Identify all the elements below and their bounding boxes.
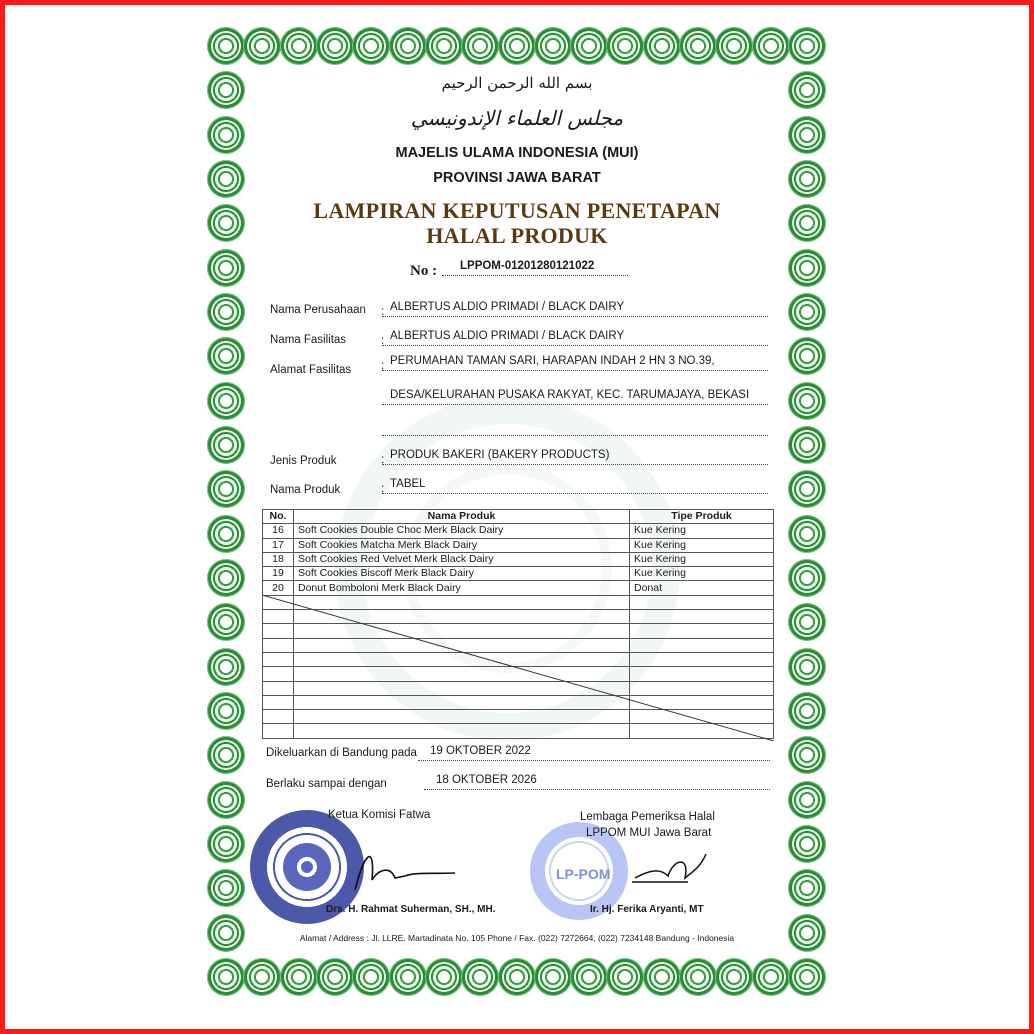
border-medallion-icon <box>207 736 245 774</box>
row-product-type: Kue Kering <box>630 552 774 566</box>
company-value-line <box>382 299 768 317</box>
colon: : <box>381 306 385 318</box>
basmala: بسم الله الرحمن الرحيم <box>441 74 593 92</box>
border-medallion-icon <box>788 515 826 553</box>
border-medallion-icon <box>316 27 354 65</box>
border-medallion-icon <box>643 958 681 996</box>
border-medallion-icon <box>316 958 354 996</box>
border-medallion-icon <box>679 958 717 996</box>
border-medallion-icon <box>352 27 390 65</box>
border-medallion-icon <box>643 27 681 65</box>
border-medallion-icon <box>207 337 245 375</box>
row-product-name: Soft Cookies Red Velvet Merk Black Dairy <box>294 552 630 566</box>
product-type-label: Jenis Produk <box>270 455 337 467</box>
border-medallion-icon <box>498 958 536 996</box>
border-medallion-icon <box>207 515 245 553</box>
border-medallion-icon <box>207 648 245 686</box>
column-header-no: No. <box>263 510 294 524</box>
mui-seal-emblem <box>283 843 331 891</box>
row-no: 19 <box>263 567 294 581</box>
border-medallion-icon <box>280 27 318 65</box>
row-product-type: Donat <box>630 581 774 595</box>
border-medallion-icon <box>788 382 826 420</box>
border-medallion-icon <box>207 293 245 331</box>
product-type-line <box>382 447 768 465</box>
product-name-value: TABEL <box>390 478 426 490</box>
border-medallion-icon <box>207 825 245 863</box>
table-row <box>263 552 774 566</box>
border-medallion-icon <box>788 692 826 730</box>
border-medallion-icon <box>715 27 753 65</box>
border-medallion-icon <box>788 470 826 508</box>
border-medallion-icon <box>243 958 281 996</box>
facility-value: ALBERTUS ALDIO PRIMADI / BLACK DAIRY <box>390 330 625 342</box>
facility-label: Nama Fasilitas <box>270 334 347 346</box>
border-medallion-icon <box>788 559 826 597</box>
border-medallion-icon <box>207 692 245 730</box>
diagonal-line <box>262 595 774 741</box>
border-medallion-icon <box>752 27 790 65</box>
row-product-type: Kue Kering <box>630 524 774 538</box>
row-product-name: Soft Cookies Matcha Merk Black Dairy <box>294 538 630 552</box>
table-row <box>263 581 774 595</box>
border-medallion-icon <box>389 27 427 65</box>
border-medallion-icon <box>788 958 826 996</box>
border-medallion-icon <box>570 958 608 996</box>
address-line2 <box>382 387 768 405</box>
border-medallion-icon <box>534 958 572 996</box>
row-no: 17 <box>263 538 294 552</box>
column-header-name: Nama Produk <box>294 510 630 524</box>
right-signature <box>630 848 710 900</box>
left-signer-name: Drs. H. Rahmat Suherman, SH., MH. <box>326 904 496 915</box>
row-no: 16 <box>263 524 294 538</box>
border-medallion-icon <box>207 27 245 65</box>
signature-stroke <box>355 857 455 890</box>
table-header-row <box>263 510 774 524</box>
border-medallion-icon <box>788 736 826 774</box>
border-medallion-icon <box>788 781 826 819</box>
column-header-type: Tipe Produk <box>630 510 774 524</box>
address-value-line2: DESA/KELURAHAN PUSAKA RAKYAT, KEC. TARUMAJAYA, BEKASI <box>390 389 750 401</box>
row-product-name: Soft Cookies Double Choc Merk Black Dairy <box>294 524 630 538</box>
org-province: PROVINSI JAWA BARAT <box>433 170 601 186</box>
row-product-name: Donut Bomboloni Merk Black Dairy <box>294 581 630 595</box>
border-medallion-icon <box>243 27 281 65</box>
row-product-type: Kue Kering <box>630 567 774 581</box>
border-medallion-icon <box>280 958 318 996</box>
document-title-line1: LAMPIRAN KEPUTUSAN PENETAPAN <box>313 198 721 223</box>
border-medallion-icon <box>207 869 245 907</box>
border-medallion-icon <box>788 825 826 863</box>
colon: : <box>381 360 385 372</box>
border-medallion-icon <box>352 958 390 996</box>
colon: : <box>381 335 385 347</box>
org-name: MAJELIS ULAMA INDONESIA (MUI) <box>395 145 639 161</box>
row-product-type: Kue Kering <box>630 538 774 552</box>
product-name-label: Nama Produk <box>270 484 341 496</box>
facility-value-line <box>382 328 768 346</box>
lppom-seal-label: LP-POM <box>556 866 611 882</box>
border-medallion-icon <box>207 559 245 597</box>
right-signer-title-line2: LPPOM MUI Jawa Barat <box>586 827 712 839</box>
border-medallion-icon <box>207 781 245 819</box>
document-title-line2: HALAL PRODUK <box>426 223 608 248</box>
border-medallion-icon <box>461 958 499 996</box>
document-number-label: No : <box>410 263 438 279</box>
colon: : <box>381 483 385 495</box>
border-medallion-icon <box>715 958 753 996</box>
address-line3-empty <box>382 418 768 436</box>
row-no: 18 <box>263 552 294 566</box>
border-medallion-icon <box>752 958 790 996</box>
address-line1 <box>382 353 768 371</box>
issued-value: 19 OKTOBER 2022 <box>418 745 770 761</box>
document-number-value: LPPOM-01201280121022 <box>442 260 628 276</box>
company-label: Nama Perusahaan <box>270 304 366 316</box>
valid-value: 18 OKTOBER 2026 <box>424 774 770 790</box>
border-medallion-icon <box>606 27 644 65</box>
table-cancel-diagonal <box>262 595 774 741</box>
border-medallion-icon <box>207 426 245 464</box>
border-medallion-icon <box>788 603 826 641</box>
border-medallion-icon <box>207 382 245 420</box>
border-medallion-icon <box>498 27 536 65</box>
border-medallion-icon <box>207 958 245 996</box>
border-medallion-icon <box>534 27 572 65</box>
table-row <box>263 524 774 538</box>
border-medallion-icon <box>679 27 717 65</box>
border-medallion-icon <box>570 27 608 65</box>
left-signature <box>350 840 460 900</box>
border-medallion-icon <box>788 426 826 464</box>
office-address: Alamat / Address : Jl. LLRE. Martadinata No. 105 Phone / Fax. (022) 7272664, (022) 7234148 Bandung - Indonesia <box>299 933 735 943</box>
border-medallion-icon <box>425 958 463 996</box>
row-product-name: Soft Cookies Biscoff Merk Black Dairy <box>294 567 630 581</box>
arabic-org-title: مجلس العلماء الإندونيسي <box>410 106 624 130</box>
table-row <box>263 567 774 581</box>
signature-stroke <box>632 854 706 882</box>
left-signer-title: Ketua Komisi Fatwa <box>328 809 431 821</box>
table-row <box>263 538 774 552</box>
colon: : <box>381 454 385 466</box>
border-medallion-icon <box>389 958 427 996</box>
border-medallion-icon <box>606 958 644 996</box>
right-signer-name: Ir. Hj. Ferika Aryanti, MT <box>590 904 704 915</box>
border-medallion-icon <box>207 249 245 287</box>
border-medallion-icon <box>461 27 499 65</box>
company-value: ALBERTUS ALDIO PRIMADI / BLACK DAIRY <box>390 301 625 313</box>
right-signer-title-line1: Lembaga Pemeriksa Halal <box>580 811 715 823</box>
product-name-line <box>382 476 768 494</box>
border-medallion-icon <box>788 27 826 65</box>
address-label: Alamat Fasilitas <box>270 364 352 376</box>
product-type-value: PRODUK BAKERI (BAKERY PRODUCTS) <box>390 449 610 461</box>
row-no: 20 <box>263 581 294 595</box>
issued-label: Dikeluarkan di Bandung pada <box>266 747 417 759</box>
border-medallion-icon <box>788 249 826 287</box>
address-value-line1: PERUMAHAN TAMAN SARI, HARAPAN INDAH 2 HN 3 NO.39, <box>390 355 715 367</box>
border-medallion-icon <box>788 337 826 375</box>
border-medallion-icon <box>788 648 826 686</box>
border-medallion-icon <box>207 470 245 508</box>
border-medallion-icon <box>788 869 826 907</box>
border-medallion-icon <box>788 293 826 331</box>
valid-label: Berlaku sampai dengan <box>266 778 387 790</box>
border-medallion-icon <box>207 603 245 641</box>
border-medallion-icon <box>425 27 463 65</box>
